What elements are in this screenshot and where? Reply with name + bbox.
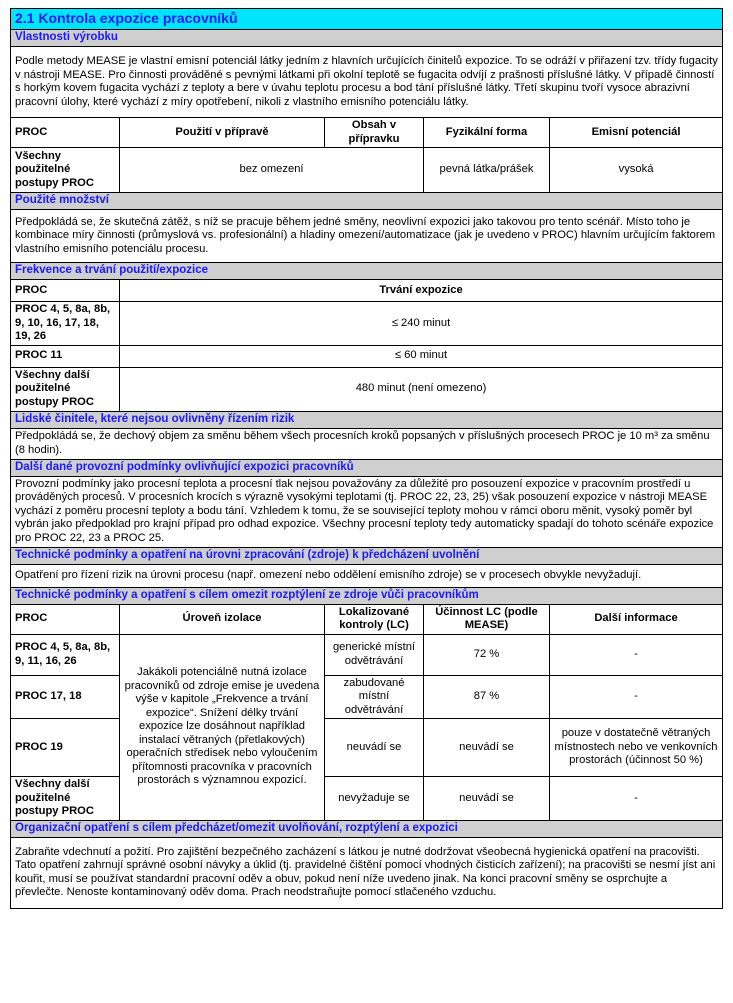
section-heading-row: [11, 30, 723, 47]
col-header-use-in-preparation: Použití v přípravě: [120, 118, 325, 148]
duration-row: [11, 367, 723, 411]
document-page: [10, 8, 722, 909]
cell-proc: Všechny další použitelné postupy PROC: [11, 367, 120, 411]
cell-duration: ≤ 60 minut: [120, 345, 723, 367]
section-text-row: [11, 428, 723, 459]
section-heading-amount-used: Použité množství: [11, 193, 723, 210]
cell-proc: PROC 4, 5, 8a, 8b, 9, 10, 16, 17, 18, 19, 26: [11, 302, 120, 346]
duration-row: [11, 345, 723, 367]
duration-row: [11, 302, 723, 346]
section-heading-row: [11, 263, 723, 280]
cell-localized-controls: nevyžaduje se: [325, 777, 424, 821]
cell-proc: Všechny další použitelné postupy PROC: [11, 777, 120, 821]
section-text-row: [11, 837, 723, 908]
amount-used-text: Předpokládá se, že skutečná zátěž, s níž se pracuje během jedné směny, neovlivní expozici jako takovou pro tento scénář. Místo toho je kombinace míry činnosti (průmyslová vs. profesionální) a hladiny omezení/automatizace (jak je uvedeno v PROC) hlavním určujícím faktorem vlastního emisního potenciálu procesu.: [11, 210, 723, 263]
cell-localized-controls: neuvádí se: [325, 719, 424, 777]
cell-duration: 480 minut (není omezeno): [120, 367, 723, 411]
cell-lc-efficiency: neuvádí se: [424, 719, 550, 777]
section-heading-organizational-measures: Organizační opatření s cílem předcházet/omezit uvolňování, rozptýlení a expozici: [11, 820, 723, 837]
cell-duration: ≤ 240 minut: [120, 302, 723, 346]
section-text-row: [11, 47, 723, 118]
cell-localized-controls: zabudované místní odvětrávání: [325, 675, 424, 719]
section-text-row: [11, 210, 723, 263]
col-header-localized-controls: Lokalizované kontroly (LC): [325, 604, 424, 634]
organizational-measures-text: Zabraňte vdechnutí a požití. Pro zajištění bezpečného zacházení s látkou je nutné dodržovat všeobecná hygienická opatření na pracovišti. Tato opatření zahrnují správné osobní návyky a úklid (tj. pravidelné čištění pomocí vhodných čisticích zařízení); na pracovišti se nesmí jíst ani kouřit, musí se používat standardní pracovní oděv a obuv, pokud není níže uvedeno jinak. Na konci pracovní směny se osprchujte a převlečte. Nenoste kontaminovaný oděv doma. Prach neodstraňujte pomocí stlačeného vzduchu.: [11, 837, 723, 908]
cell-proc: PROC 17, 18: [11, 675, 120, 719]
col-header-physical-form: Fyzikální forma: [424, 118, 550, 148]
col-header-exposure-duration: Trvání expozice: [120, 280, 723, 302]
technical-conditions-source-text: Opatření pro řízení rizik na úrovni procesu (např. omezení nebo oddělení emisního zdroje) se v procesech obvykle nevyžadují.: [11, 564, 723, 587]
cell-proc: Všechny použitelné postupy PROC: [11, 148, 120, 193]
cell-proc: PROC 4, 5, 8a, 8b, 9, 11, 16, 26: [11, 634, 120, 675]
section-text-row: [11, 476, 723, 547]
section-heading-frequency-duration: Frekvence a trvání použití/expozice: [11, 263, 723, 280]
lc-row: [11, 719, 723, 777]
human-factors-text: Předpokládá se, že dechový objem za směnu během všech procesních kroků popsaných v příslušných procesech PROC je 10 m³ za směnu (8 hodin).: [11, 428, 723, 459]
cell-emission-potential: vysoká: [550, 148, 723, 193]
exposure-control-table: [10, 8, 723, 909]
lc-row: [11, 777, 723, 821]
product-properties-text: Podle metody MEASE je vlastní emisní potenciál látky jedním z hlavních určujících činitelů expozice. To se odráží v přiřazení tzv. třídy fugacity v nástroji MEASE. Pro činnosti prováděné s pevnými látkami při okolní teplotě se fugacita odvíjí z prašnosti příslušné látky. V případě činností s horkým kovem fugacita vychází z teploty a bere v úvahu teplotu procesu a bod tání příslušné látky. Třetí skupinu tvoří vysoce abrazivní pracovní úlohy, které vychází z míry opotřebení, nikoli z vlastního emisního potenciálu látky.: [11, 47, 723, 118]
section-heading-row: [11, 193, 723, 210]
col-header-content-in-preparation: Obsah v přípravku: [325, 118, 424, 148]
section-heading-technical-conditions-source: Technické podmínky a opatření na úrovni zpracování (zdroje) k předcházení uvolnění: [11, 547, 723, 564]
title-row: [11, 9, 723, 30]
cell-proc: PROC 19: [11, 719, 120, 777]
col-header-lc-efficiency: Účinnost LC (podle MEASE): [424, 604, 550, 634]
col-header-isolation-level: Úroveň izolace: [120, 604, 325, 634]
col-header-proc: PROC: [11, 604, 120, 634]
cell-additional-info: -: [550, 634, 723, 675]
cell-additional-info: -: [550, 777, 723, 821]
section-heading-row: [11, 411, 723, 428]
col-header-additional-info: Další informace: [550, 604, 723, 634]
lc-row: [11, 675, 723, 719]
cell-lc-efficiency: 72 %: [424, 634, 550, 675]
section-heading-row: [11, 820, 723, 837]
product-data-row: [11, 148, 723, 193]
cell-additional-info: -: [550, 675, 723, 719]
operating-conditions-text: Provozní podmínky jako procesní teplota a procesní tlak nejsou považovány za důležité pro posouzení expozice v pracovním prostředí u prováděných procesů. V procesních krocích s výrazně vysokými teplotami (tj. PROC 22, 23, 25) však posouzení expozice v nástroji MEASE vychází z poměru procesní teploty a bodu tání. Vzhledem k tomu, že se související teploty mohou v rámci oboru měnit, vysoký poměr byl vybrán jako předpoklad pro krajní případ pro odhad expozice. Všechny procesní teploty tedy automaticky spadají do tohoto scénáře expozice pro PROC 22, 23 a PROC 25.: [11, 476, 723, 547]
duration-header-row: [11, 280, 723, 302]
lc-header-row: [11, 604, 723, 634]
col-header-proc: PROC: [11, 118, 120, 148]
product-header-row: [11, 118, 723, 148]
cell-isolation-level: Jakákoli potenciálně nutná izolace pracovníků od zdroje emise je uvedena výše v kapitole „Frekvence a trvání expozice“. Snížení délky trvání expozice lze dosáhnout například instalací větraných (přetlakových) operačních středisek nebo vyloučením přítomnosti pracovníka v pracovních prostorách s významnou expozicí.: [120, 634, 325, 820]
cell-localized-controls: generické místní odvětrávání: [325, 634, 424, 675]
cell-additional-info: pouze v dostatečně větraných místnostech nebo ve venkovních prostorách (účinnost 50 %): [550, 719, 723, 777]
section-heading-product-properties: Vlastnosti výrobku: [11, 30, 723, 47]
section-heading-row: [11, 459, 723, 476]
lc-row: [11, 634, 723, 675]
section-heading-row: [11, 587, 723, 604]
section-heading-human-factors: Lidské činitele, které nejsou ovlivněny řízením rizik: [11, 411, 723, 428]
section-heading-operating-conditions: Další dané provozní podmínky ovlivňující expozici pracovníků: [11, 459, 723, 476]
col-header-emission-potential: Emisní potenciál: [550, 118, 723, 148]
section-text-row: [11, 564, 723, 587]
page-title: 2.1 Kontrola expozice pracovníků: [11, 9, 723, 30]
cell-lc-efficiency: 87 %: [424, 675, 550, 719]
cell-lc-efficiency: neuvádí se: [424, 777, 550, 821]
section-heading-row: [11, 547, 723, 564]
col-header-proc: PROC: [11, 280, 120, 302]
cell-use-in-preparation: bez omezení: [120, 148, 424, 193]
section-heading-technical-conditions-dispersion: Technické podmínky a opatření s cílem omezit rozptýlení ze zdroje vůči pracovníkům: [11, 587, 723, 604]
cell-proc: PROC 11: [11, 345, 120, 367]
cell-physical-form: pevná látka/prášek: [424, 148, 550, 193]
